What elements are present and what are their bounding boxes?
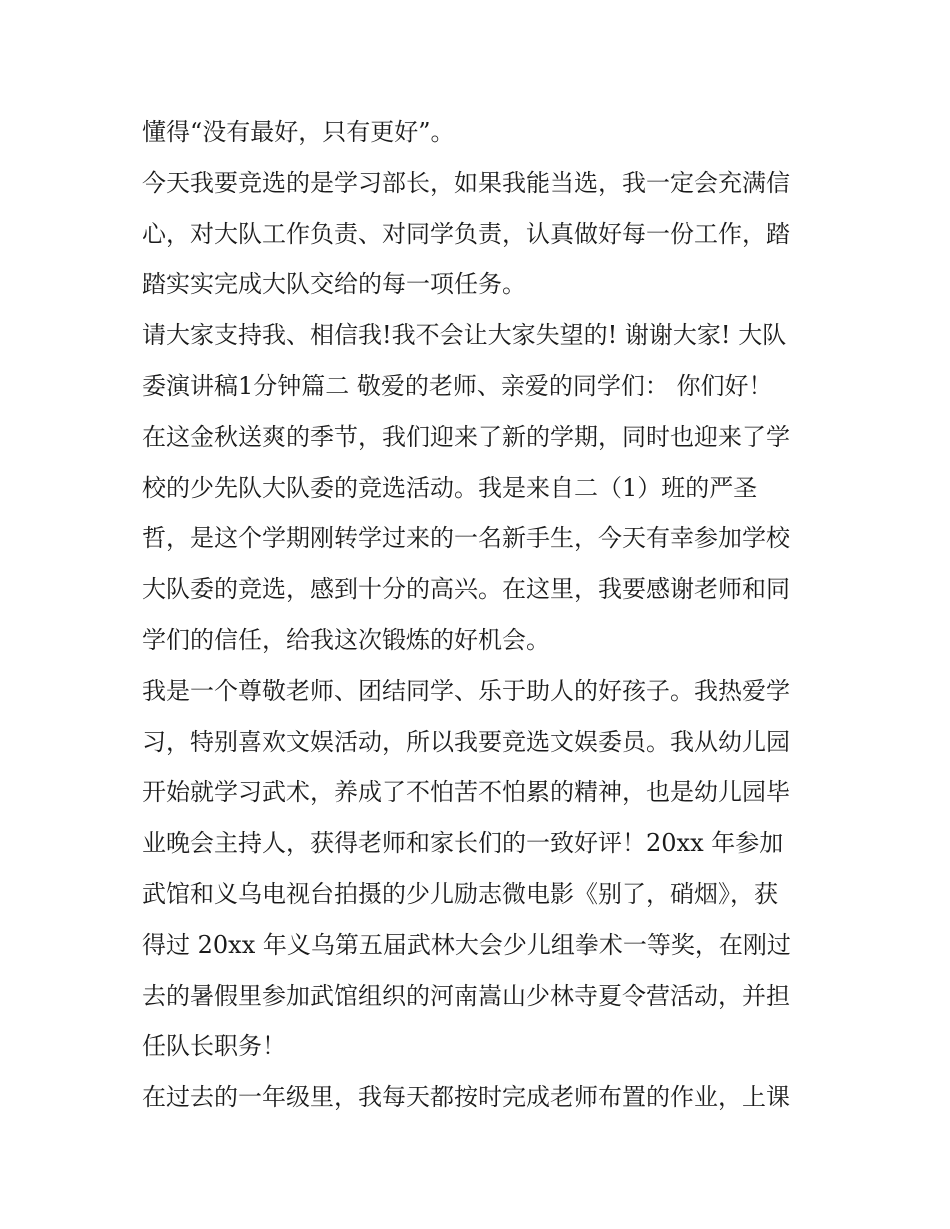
text-line-17: 得过 20xx 年义乌第五届武林大会少儿组拳术一等奖，在刚过 [142, 930, 791, 959]
text-line-1: 懂得“没有最好，只有更好”。 [142, 118, 455, 146]
text-line-15: 业晚会主持人，获得老师和家长们的一致好评！20xx 年参加 [142, 829, 784, 858]
text-line-3: 心，对大队工作负责、对同学负责，认真做好每一份工作，踏 [142, 219, 790, 248]
text-line-4: 踏实实完成大队交给的每一项任务。 [142, 270, 526, 299]
text-line-20: 在过去的一年级里，我每天都按时完成老师布置的作业，上课 [142, 1083, 790, 1112]
text-line-6: 委演讲稿1分钟篇二 敬爱的老师、亲爱的同学们： 你们好！ [142, 371, 773, 400]
document-body-text [142, 107, 822, 1123]
text-line-8: 校的少先队大队委的竞选活动。我是来自二（1）班的严圣 [142, 473, 758, 502]
text-line-11: 学们的信任，给我这次锻炼的好机会。 [142, 625, 550, 654]
text-line-5: 请大家支持我、相信我!我不会让大家失望的! 谢谢大家! 大队 [142, 321, 787, 350]
text-line-10: 大队委的竞选，感到十分的高兴。在这里，我要感谢老师和同 [142, 575, 790, 604]
text-line-12: 我是一个尊敬老师、团结同学、乐于助人的好孩子。我热爱学 [142, 676, 790, 705]
text-line-19: 任队长职务！ [142, 1032, 286, 1061]
text-line-14: 开始就学习武术，养成了不怕苦不怕累的精神，也是幼儿园毕 [142, 778, 790, 807]
text-line-16: 武馆和义乌电视台拍摄的少儿励志微电影《别了，硝烟》，获 [142, 879, 778, 908]
text-line-18: 去的暑假里参加武馆组织的河南嵩山少林寺夏令营活动，并担 [142, 981, 790, 1010]
text-line-13: 习，特别喜欢文娱活动，所以我要竞选文娱委员。我从幼儿园 [142, 727, 790, 756]
text-line-2: 今天我要竞选的是学习部长，如果我能当选，我一定会充满信 [142, 168, 790, 197]
text-line-9: 哲，是这个学期刚转学过来的一名新手生，今天有幸参加学校 [142, 524, 790, 553]
text-line-7: 在这金秋送爽的季节，我们迎来了新的学期，同时也迎来了学 [142, 422, 790, 451]
